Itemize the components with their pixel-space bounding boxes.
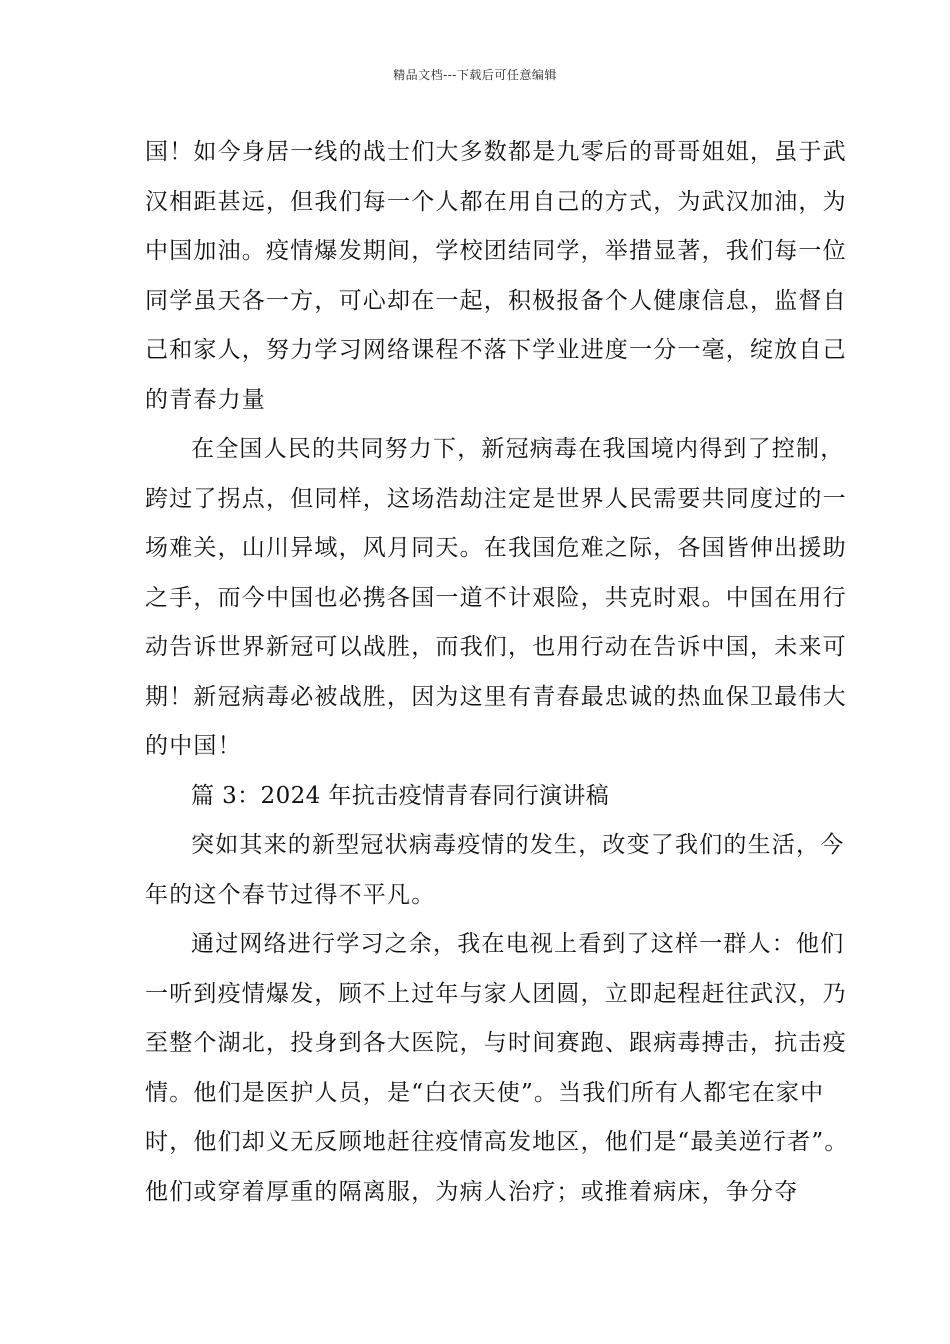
- text-line: 一听到疫情爆发，顾不上过年与家人团圆，立即起程赶往武汉，乃: [145, 980, 847, 1007]
- text-line: 己和家人，努力学习网络课程不落下学业进度一分一毫，绽放自己: [145, 337, 847, 363]
- text-line: 期！新冠病毒必被战胜，因为这里有青春最忠诚的热血保卫最伟大: [145, 683, 847, 710]
- text-line: 他们或穿着厚重的隔离服，为病人治疗；或推着病床，争分夺: [145, 1178, 799, 1205]
- text-line: 场难关，山川异域，风月同天。在我国危难之际，各国皆伸出援助: [145, 535, 847, 561]
- document-body: [145, 128, 849, 1217]
- paragraph-start-line: 通过网络进行学习之余，我在电视上看到了这样一群人：他们: [191, 931, 845, 957]
- text-line: 的青春力量: [145, 386, 266, 413]
- text-line: 时，他们却义无反顾地赶往疫情高发地区，他们是“最美逆行者”。: [145, 1129, 849, 1155]
- text-line: 至整个湖北，投身到各大医院，与时间赛跑、跟病毒搏击，抗击疫: [145, 1030, 847, 1056]
- text-line: 之手，而今中国也必携各国一道不计艰险，共克时艰。中国在用行: [145, 584, 847, 611]
- page-header: 精品文档---下载后可任意编辑: [393, 68, 557, 82]
- text-line: 跨过了拐点，但同样，这场浩劫注定是世界人民需要共同度过的一: [145, 485, 847, 512]
- text-line: 情。他们是医护人员，是“白衣天使”。当我们所有人都宅在家中: [145, 1079, 825, 1106]
- paragraph-start-line: 在全国人民的共同努力下，新冠病毒在我国境内得到了控制，: [191, 436, 845, 462]
- paragraph-start-line: 突如其来的新型冠状病毒疫情的发生，改变了我们的生活，今: [191, 832, 845, 858]
- text-line: 国！如今身居一线的战士们大多数都是九零后的哥哥姐姐，虽于武: [145, 139, 847, 165]
- text-line: 动告诉世界新冠可以战胜，而我们，也用行动在告诉中国，未来可: [145, 634, 847, 660]
- section-heading: 篇 3：2024 年抗击疫情青春同行演讲稿: [191, 782, 610, 809]
- text-line: 的中国！: [145, 733, 242, 759]
- text-line: 中国加油。疫情爆发期间，学校团结同学，举措显著，我们每一位: [145, 238, 847, 264]
- text-line: 年的这个春节过得不平凡。: [145, 881, 436, 908]
- text-line: 汉相距甚远，但我们每一个人都在用自己的方式，为武汉加油，为: [145, 188, 847, 215]
- text-line: 同学虽天各一方，可心却在一起，积极报备个人健康信息，监督自: [145, 287, 847, 314]
